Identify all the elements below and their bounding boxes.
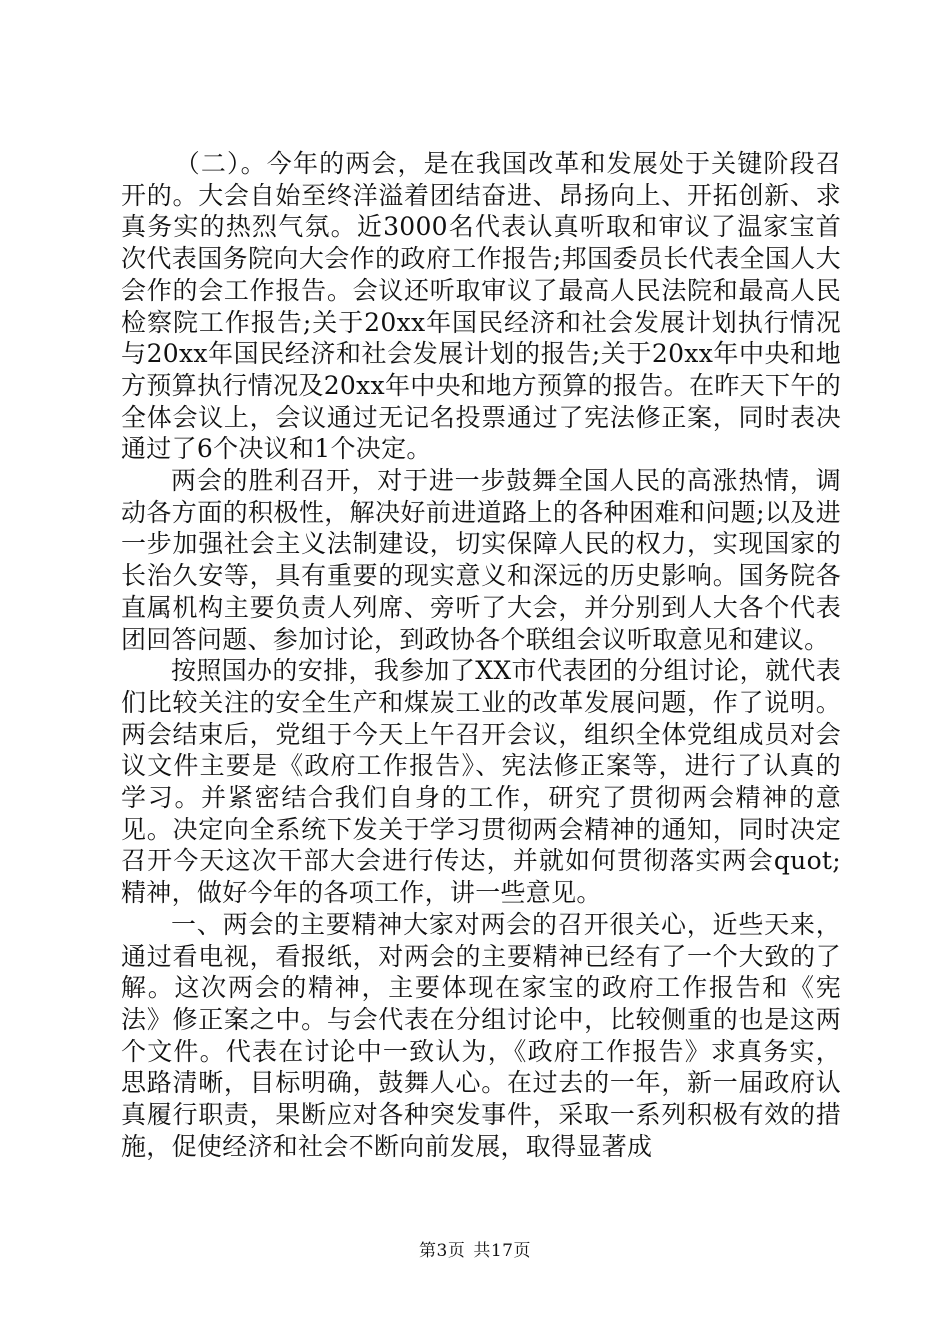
paragraph-2: 两会的胜利召开，对于进一步鼓舞全国人民的高涨热情，调动各方面的积极性，解决好前进道路上的各种困难和问题;以及进一步加强社会主义法制建设，切实保障人民的权力，实现国家的长治久安等，具有重要的现实意义和深远的历史影响。国务院各直属机构主要负责人列席、旁听了大会，并分别到人大各个代表团回答问题、参加讨论，到政协各个联组会议听取意见和建议。 <box>121 466 842 654</box>
total-pages: 共17页 <box>473 1241 531 1261</box>
current-page-number: 第3页 <box>419 1241 466 1261</box>
document-body <box>121 148 841 1163</box>
paragraph-1: （二）。今年的两会，是在我国改革和发展处于关键阶段召开的。大会自始至终洋溢着团结奋进、昂扬向上、开拓创新、求真务实的热烈气氛。近3000名代表认真听取和审议了温家宝首次代表国务院向大会作的政府工作报告;邦国委员长代表全国人大会作的会工作报告。会议还听取审议了最高人民法院和最高人民检察院工作报告;关于20xx年国民经济和社会发展计划执行情况与20xx年国民经济和社会发展计划的报告;关于20xx年中央和地方预算执行情况及20xx年中央和地方预算的报告。在昨天下午的全体会议上，会议通过无记名投票通过了宪法修正案，同时表决通过了6个决议和1个决定。 <box>121 149 841 464</box>
paragraph-4: 一、两会的主要精神大家对两会的召开很关心，近些天来，通过看电视，看报纸，对两会的主要精神已经有了一个大致的了解。这次两会的精神，主要体现在家宝的政府工作报告和《宪法》修正案之中。与会代表在分组讨论中，比较侧重的也是这两个文件。代表在讨论中一致认为，《政府工作报告》求真务实，思路清晰，目标明确，鼓舞人心。在过去的一年，新一届政府认真履行职责，果断应对各种突发事件，采取一系列积极有效的措施，促使经济和社会不断向前发展，取得显著成 <box>121 909 841 1161</box>
page-footer <box>0 1240 950 1262</box>
paragraph-3: 按照国办的安排，我参加了XX市代表团的分组讨论，就代表们比较关注的安全生产和煤炭工业的改革发展问题，作了说明。两会结束后，党组于今天上午召开会议，组织全体党组成员对会议文件主要是《政府工作报告》、宪法修正案等，进行了认真的学习。并紧密结合我们自身的工作，研究了贯彻两会精神的意见。决定向全系统下发关于学习贯彻两会精神的通知，同时决定召开今天这次干部大会进行传达，并就如何贯彻落实两会quot;精神，做好今年的各项工作，讲一些意见。 <box>121 656 841 908</box>
